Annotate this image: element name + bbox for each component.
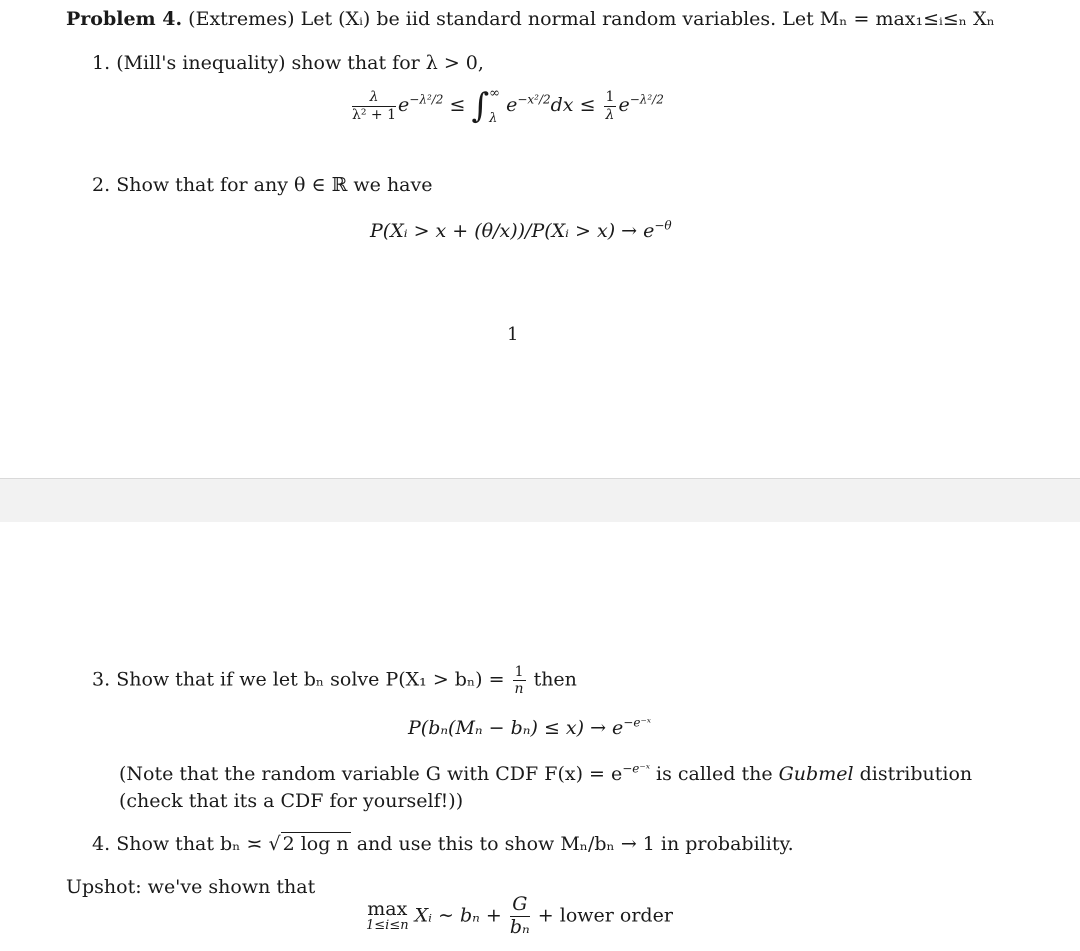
item-2-display-sup: −θ (654, 218, 672, 233)
lhs-exp-sup: −λ²/2 (409, 92, 444, 107)
integral-lower: λ (489, 111, 498, 126)
max-operator (366, 900, 409, 932)
item-3 (92, 664, 577, 697)
lhs-fraction (352, 89, 396, 122)
upshot-label: Upshot: we've shown that (66, 876, 316, 898)
item-3-text-b: then (533, 668, 577, 691)
rhs-denominator: λ (605, 106, 615, 123)
page-separator (0, 478, 1080, 524)
item-4-text-b: and use this to show Mₙ/bₙ → 1 in probability. (350, 833, 794, 855)
rhs-numerator: 1 (605, 89, 615, 106)
item-2 (92, 174, 433, 196)
item-3-text-a: Show that if we let bₙ solve P(X₁ > bₙ) = (116, 668, 505, 691)
mills-inequality (350, 86, 664, 126)
max-subscript: 1≤i≤n (366, 918, 409, 934)
item-3-display (408, 717, 651, 739)
item-4-number: 4. (92, 833, 111, 855)
item-1 (92, 52, 484, 74)
upshot-fraction (510, 894, 530, 939)
rhs-exp-sup: −λ²/2 (629, 92, 664, 107)
dx: dx (550, 94, 574, 116)
item-4 (92, 833, 794, 855)
sqrt-symbol: √ (268, 833, 281, 855)
leq-1: ≤ (449, 94, 466, 116)
leq-2: ≤ (579, 94, 596, 116)
upshot-frac-num: G (510, 894, 530, 917)
item-3-frac-den: n (514, 681, 524, 698)
item-3-note-line-2: (check that its a CDF for yourself!)) (119, 790, 464, 812)
lhs-numerator: λ (352, 89, 396, 106)
note-distribution-name: Gubmel (778, 763, 854, 785)
upshot-tail: + lower order (537, 904, 673, 927)
item-3-display-sup: −e⁻ˣ (623, 715, 652, 730)
item-2-display (370, 220, 672, 242)
integral-sign: ∫ (471, 86, 490, 126)
problem-heading: Problem 4. (66, 8, 183, 30)
upshot-frac-den: bₙ (509, 915, 530, 938)
rhs-fraction (604, 89, 617, 122)
sqrt-body: 2 log n (282, 833, 349, 855)
item-2-number: 2. (92, 174, 111, 196)
note-part-c: distribution (853, 763, 973, 785)
problem-statement (66, 8, 995, 30)
item-1-text: (Mill's inequality) show that for λ > 0, (116, 52, 484, 74)
item-3-frac-num: 1 (514, 664, 524, 680)
item-4-text-a: Show that bₙ ≍ (116, 833, 269, 855)
upshot-formula (366, 894, 673, 939)
note-part-b: is called the (649, 763, 779, 785)
upshot-middle: Xᵢ ∼ bₙ + (414, 904, 502, 927)
item-2-display-body: P(Xᵢ > x + (θ/x))/P(Xᵢ > x) → e (370, 220, 655, 242)
integrand: e (506, 94, 518, 116)
item-3-note (119, 763, 972, 785)
integrand-sup: −x²/2 (517, 92, 551, 107)
item-3-fraction (513, 664, 526, 697)
lhs-exp: e (398, 94, 410, 116)
note-part-a: (Note that the random variable G with CDF F(x) = e (119, 763, 623, 785)
rhs-exp: e (618, 94, 630, 116)
item-2-text: Show that for any θ ∈ ℝ we have (116, 174, 433, 196)
note-sup: −e⁻ˣ (622, 761, 650, 776)
lhs-denominator: λ² + 1 (352, 106, 397, 123)
item-1-number: 1. (92, 52, 111, 74)
document-page-2 (0, 522, 1080, 951)
page-number: 1 (507, 324, 519, 345)
integral-upper: ∞ (489, 86, 501, 101)
item-3-number: 3. (92, 668, 111, 691)
max-word: max (367, 898, 408, 921)
problem-intro: (Extremes) Let (Xᵢ) be iid standard normal random variables. Let Mₙ = max₁≤ᵢ≤ₙ Xₙ (188, 8, 995, 30)
item-3-display-body: P(bₙ(Mₙ − bₙ) ≤ x) → e (408, 717, 624, 739)
